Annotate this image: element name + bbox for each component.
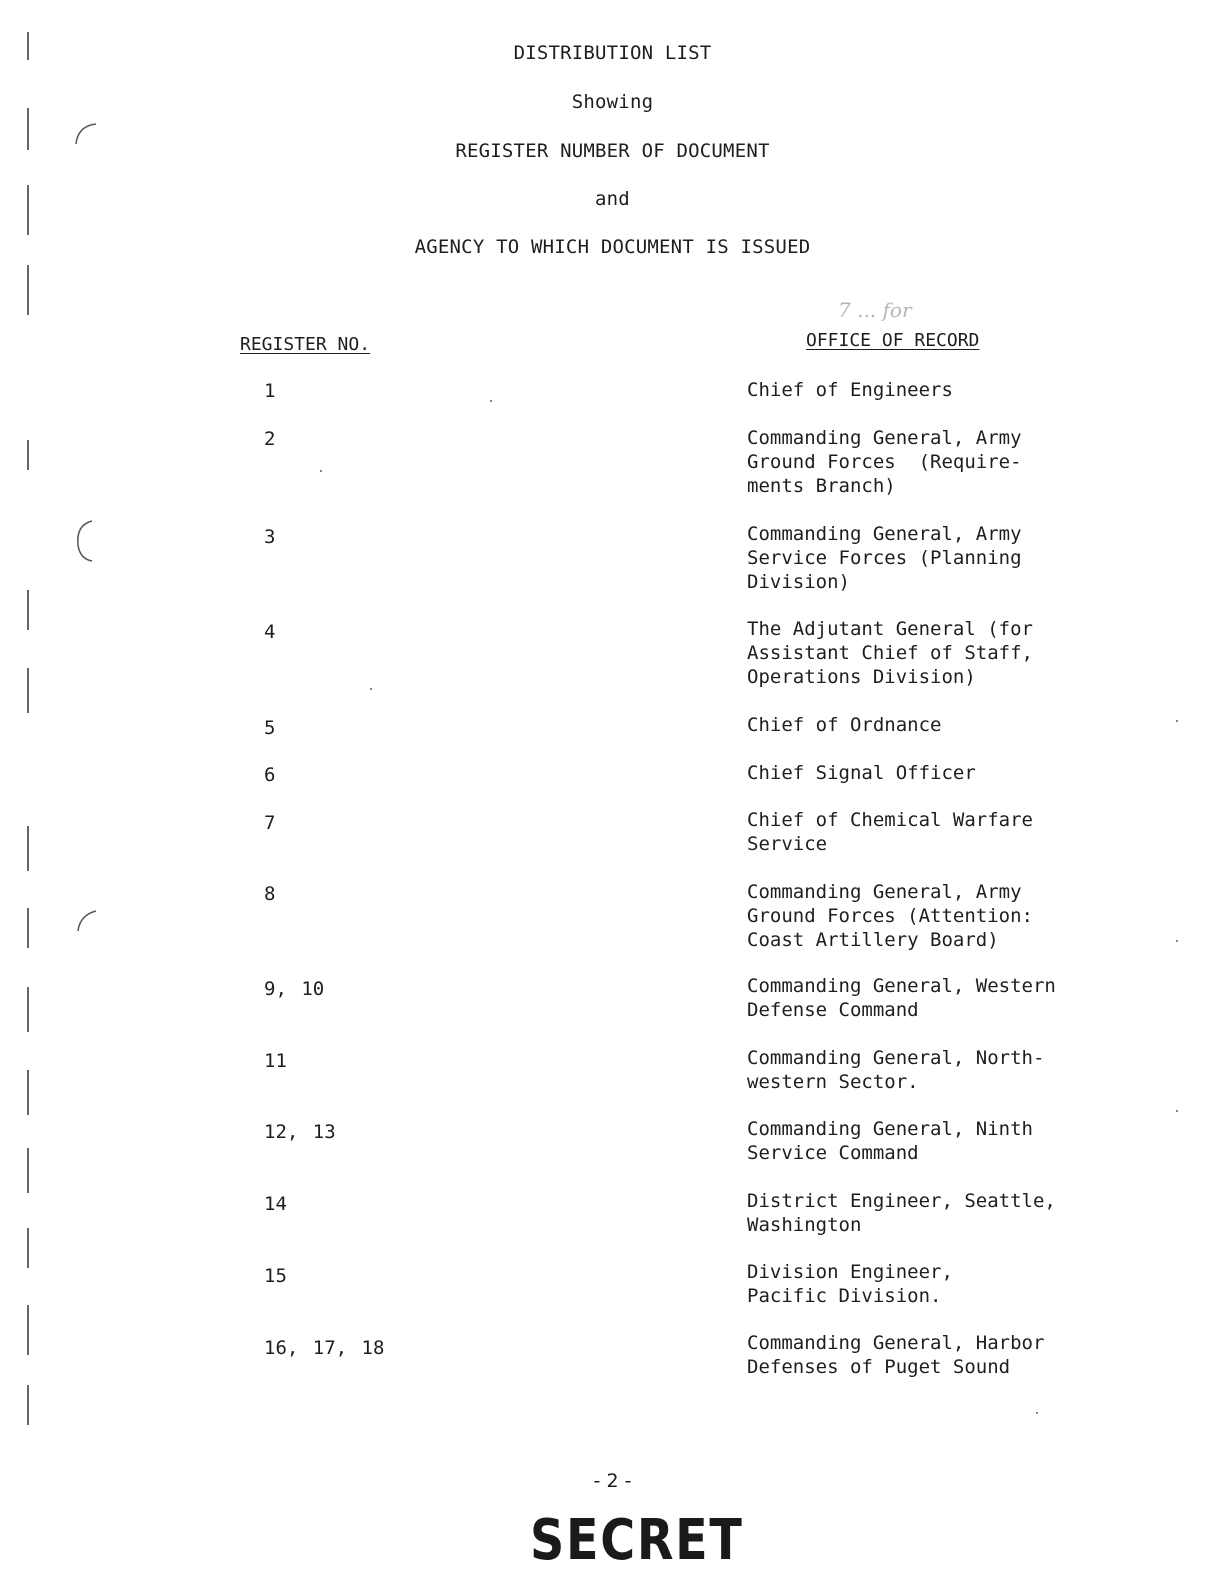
office-of-record: The Adjutant General (for Assistant Chief of Staff, Operations Division) <box>747 618 1033 688</box>
scan-speck <box>1176 940 1178 942</box>
page-number: - 2 - <box>593 1470 632 1492</box>
document-title: DISTRIBUTION LIST <box>513 42 712 64</box>
register-number: 5 <box>264 717 276 739</box>
register-number: 2 <box>264 428 276 450</box>
register-number: 7 <box>264 812 276 834</box>
scan-edge-mark <box>27 590 29 630</box>
scan-edge-mark <box>27 1305 29 1355</box>
scan-edge-mark <box>27 1385 29 1425</box>
scan-edge-mark <box>27 265 29 315</box>
classification-stamp: SECRET <box>530 1508 744 1573</box>
heading-register-number: REGISTER NUMBER OF DOCUMENT <box>455 140 770 162</box>
scan-edge-mark <box>27 1070 29 1115</box>
office-of-record: District Engineer, Seattle, Washington <box>747 1190 1056 1236</box>
register-number: 4 <box>264 621 276 643</box>
heading-and: and <box>595 188 630 210</box>
scan-edge-mark <box>27 668 29 713</box>
register-number: 6 <box>264 764 276 786</box>
scan-speck <box>320 470 322 472</box>
office-of-record: Commanding General, Army Ground Forces (Require- ments Branch) <box>747 427 1022 497</box>
office-of-record: Commanding General, Western Defense Command <box>747 975 1056 1021</box>
office-of-record: Commanding General, Army Service Forces (Planning Division) <box>747 523 1022 593</box>
scan-speck <box>1036 1412 1038 1414</box>
register-number: 14 <box>264 1193 287 1215</box>
office-of-record: Commanding General, North- western Sector. <box>747 1047 1045 1093</box>
office-of-record: Commanding General, Army Ground Forces (Attention: Coast Artillery Board) <box>747 881 1033 951</box>
scan-speck <box>1176 1110 1178 1112</box>
register-number: 1 <box>264 380 276 402</box>
column-header-register-no: REGISTER NO. <box>240 334 371 355</box>
register-number: 12, 13 <box>264 1121 336 1143</box>
scan-speck <box>1176 720 1178 722</box>
scan-speck <box>370 688 372 690</box>
office-of-record: Chief of Chemical Warfare Service <box>747 809 1033 855</box>
hole-punch-mark <box>70 905 110 945</box>
register-number: 16, 17, 18 <box>264 1337 385 1359</box>
office-of-record: Division Engineer, Pacific Division. <box>747 1261 953 1307</box>
office-of-record: Chief of Engineers <box>747 379 953 401</box>
scan-edge-mark <box>27 908 29 948</box>
heading-agency: AGENCY TO WHICH DOCUMENT IS ISSUED <box>414 236 811 258</box>
scan-edge-mark <box>27 987 29 1032</box>
handwritten-annotation: 7 ... for <box>838 298 912 322</box>
hole-punch-mark <box>70 515 120 575</box>
office-of-record: Commanding General, Ninth Service Command <box>747 1118 1033 1164</box>
column-header-office-of-record: OFFICE OF RECORD <box>806 330 980 351</box>
register-number: 8 <box>264 883 276 905</box>
scan-edge-mark <box>27 826 29 871</box>
register-number: 11 <box>264 1050 287 1072</box>
register-number: 3 <box>264 526 276 548</box>
office-of-record: Chief Signal Officer <box>747 762 976 784</box>
heading-showing: Showing <box>571 91 654 113</box>
office-of-record: Commanding General, Harbor Defenses of Puget Sound <box>747 1332 1045 1378</box>
office-of-record: Chief of Ordnance <box>747 714 942 736</box>
register-number: 15 <box>264 1265 287 1287</box>
scan-speck <box>490 400 492 402</box>
scan-edge-mark <box>27 1228 29 1268</box>
register-number: 9, 10 <box>264 978 325 1000</box>
scan-edge-mark <box>27 1148 29 1193</box>
scan-edge-mark <box>27 440 29 470</box>
